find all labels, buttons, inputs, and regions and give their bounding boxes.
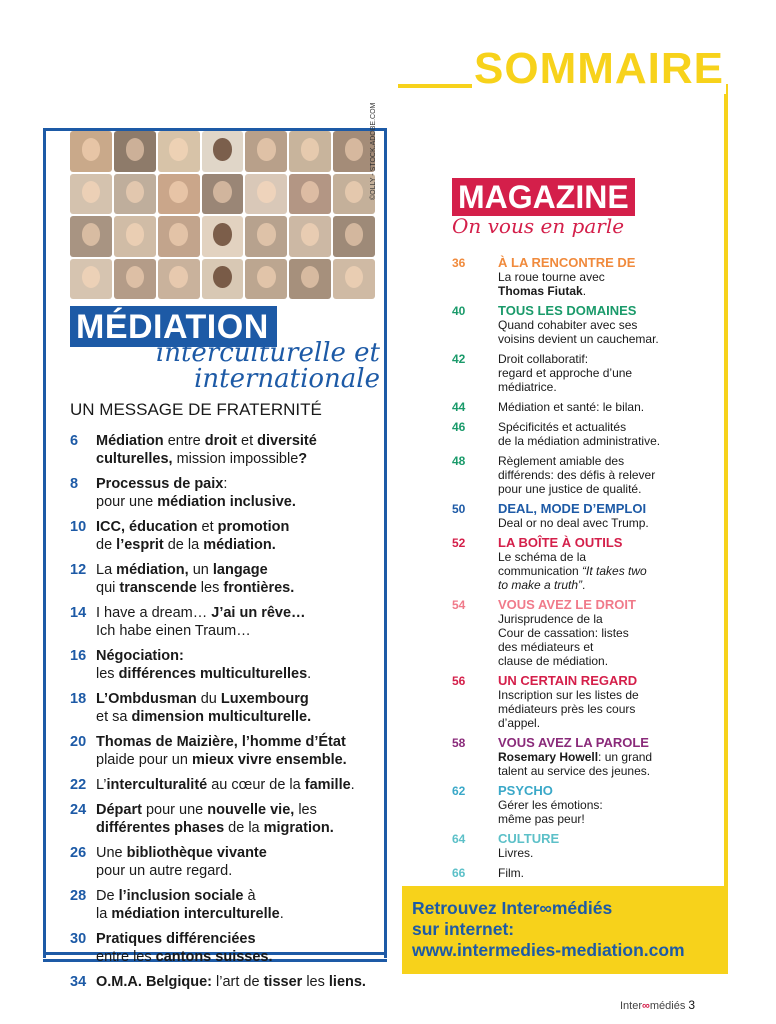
article-page-number: 58 [452, 736, 466, 750]
page-number: 3 [688, 998, 696, 1012]
brand-name: Inter [620, 1000, 643, 1012]
dossier-contents-list [70, 432, 380, 998]
article-page-number: 30 [70, 931, 87, 947]
article-description [498, 536, 702, 592]
article-description [498, 256, 702, 298]
photo-face [202, 131, 244, 172]
article-title: De l’inclusion sociale à la médiation interculturelle. [96, 888, 284, 922]
article-summary: Gérer les émotions: même pas peur! [498, 798, 603, 826]
magazine-subheading: On vous en parle [452, 214, 625, 238]
section-heading: UN CERTAIN REGARD [498, 673, 638, 688]
section-heading: VOUS AVEZ LA PAROLE [498, 735, 649, 750]
section-heading: PSYCHO [498, 783, 553, 798]
dossier-article-item[interactable] [70, 475, 380, 511]
photo-face [202, 216, 244, 257]
article-summary: Jurisprudence de la Cour de cassation: listes des médiateurs et clause de médiation. [498, 612, 629, 668]
article-description [498, 454, 702, 496]
photo-face [202, 174, 244, 215]
article-summary: Deal or no deal avec Trump. [498, 516, 649, 530]
article-page-number: 54 [452, 598, 466, 612]
website-promo-box [402, 886, 724, 974]
article-description [498, 674, 702, 730]
magazine-article-item[interactable] [452, 866, 702, 880]
article-page-number: 14 [70, 605, 87, 621]
dossier-article-item[interactable] [70, 561, 380, 597]
article-description [498, 420, 702, 448]
article-description [498, 866, 702, 880]
article-title: L’interculturalité au cœur de la famille. [96, 777, 355, 793]
dossier-subtitle: interculturelle et internationale [155, 338, 380, 394]
photo-face [114, 259, 156, 300]
photo-face [245, 131, 287, 172]
photo-face [158, 174, 200, 215]
article-page-number: 34 [70, 974, 87, 990]
section-heading: CULTURE [498, 831, 560, 846]
dossier-article-item[interactable] [70, 776, 380, 794]
photo-face [158, 131, 200, 172]
photo-face [289, 216, 331, 257]
photo-face [289, 131, 331, 172]
photo-face [333, 174, 375, 215]
article-summary: Quand cohabiter avec ses voisins devient un cauchemar. [498, 318, 659, 346]
magazine-article-item[interactable] [452, 256, 702, 298]
article-description [498, 832, 702, 860]
article-title: Négociation: les différences multiculturelles. [96, 648, 312, 682]
photo-credit: ©OLLY - STOCK.ADOBE.COM [370, 102, 377, 200]
dossier-article-item[interactable] [70, 432, 380, 468]
article-page-number: 24 [70, 802, 87, 818]
article-description [498, 352, 702, 394]
section-heading: VOUS AVEZ LE DROIT [498, 597, 636, 612]
article-page-number: 48 [452, 454, 466, 468]
section-heading: DEAL, MODE D’EMPLOI [498, 501, 647, 516]
photo-face [245, 259, 287, 300]
magazine-article-item[interactable] [452, 304, 702, 346]
article-page-number: 42 [452, 352, 466, 366]
magazine-article-item[interactable] [452, 674, 702, 730]
magazine-heading: MAGAZINE [452, 178, 635, 216]
article-page-number: 8 [70, 476, 79, 492]
page-title: SOMMAIRE [474, 44, 724, 93]
dossier-article-item[interactable] [70, 973, 380, 991]
article-page-number: 6 [70, 433, 79, 449]
dossier-article-item[interactable] [70, 604, 380, 640]
article-page-number: 10 [70, 519, 87, 535]
photo-face [333, 259, 375, 300]
faces-photo-collage [70, 131, 375, 299]
magazine-article-item[interactable] [452, 598, 702, 668]
photo-face [114, 174, 156, 215]
magazine-article-item[interactable] [452, 352, 702, 394]
article-title: La médiation, un langage qui transcende les frontières. [96, 562, 295, 596]
article-summary: Médiation et santé: le bilan. [498, 400, 645, 414]
article-title: O.M.A. Belgique: l’art de tisser les liens. [96, 974, 366, 990]
magazine-article-item[interactable] [452, 832, 702, 860]
photo-face [70, 259, 112, 300]
article-summary: Le schéma de la communication “It takes two to make a truth”. [498, 550, 647, 592]
dossier-article-item[interactable] [70, 690, 380, 726]
photo-face [245, 216, 287, 257]
article-page-number: 64 [452, 832, 466, 846]
article-page-number: 56 [452, 674, 466, 688]
article-page-number: 28 [70, 888, 87, 904]
photo-face [114, 216, 156, 257]
dossier-article-item[interactable] [70, 930, 380, 966]
article-page-number: 26 [70, 845, 87, 861]
article-description [498, 598, 702, 668]
article-page-number: 66 [452, 866, 466, 880]
magazine-article-item[interactable] [452, 502, 702, 530]
dossier-article-item[interactable] [70, 733, 380, 769]
magazine-contents-list [452, 256, 702, 886]
article-page-number: 18 [70, 691, 87, 707]
article-page-number: 62 [452, 784, 466, 798]
article-summary: La roue tourne avec Thomas Fiutak. [498, 270, 605, 298]
frame-right-border [724, 84, 728, 974]
magazine-article-item[interactable] [452, 536, 702, 592]
article-title: Une bibliothèque vivante pour un autre regard. [96, 845, 267, 879]
article-summary: Inscription sur les listes de médiateurs près les cours d’appel. [498, 688, 639, 730]
photo-face [70, 216, 112, 257]
article-page-number: 52 [452, 536, 466, 550]
section-heading: LA BOÎTE À OUTILS [498, 535, 623, 550]
article-title: Médiation entre droit et diversité culturelles, mission impossible? [96, 433, 317, 467]
section-heading: À LA RENCONTRE DE [498, 255, 636, 270]
article-summary: Rosemary Howell: un grand talent au service des jeunes. [498, 750, 653, 778]
dossier-tagline: UN MESSAGE DE FRATERNITÉ [70, 400, 322, 419]
dossier-article-item[interactable] [70, 844, 380, 880]
section-heading: TOUS LES DOMAINES [498, 303, 637, 318]
photo-face [114, 131, 156, 172]
photo-face [289, 259, 331, 300]
dossier-article-item[interactable] [70, 801, 380, 837]
article-page-number: 44 [452, 400, 466, 414]
photo-face [158, 259, 200, 300]
article-page-number: 22 [70, 777, 87, 793]
article-title: Processus de paix: pour une médiation inclusive. [96, 476, 296, 510]
article-page-number: 16 [70, 648, 87, 664]
page-footer [620, 998, 695, 1012]
article-title: Pratiques différenciées entre les cantons suisses. [96, 931, 273, 965]
article-summary: Droit collaboratif: regard et approche d’une médiatrice. [498, 352, 633, 394]
photo-face [202, 259, 244, 300]
article-title: ICC, éducation et promotion de l’esprit de la médiation. [96, 519, 290, 553]
article-page-number: 50 [452, 502, 466, 516]
article-page-number: 12 [70, 562, 87, 578]
article-page-number: 36 [452, 256, 466, 270]
article-title: L’Ombdusman du Luxembourg et sa dimension multiculturelle. [96, 691, 312, 725]
infinity-logo-icon: ∞ [642, 1000, 650, 1012]
website-promo-line: sur internet: [412, 919, 515, 939]
article-summary: Spécificités et actualités de la médiation administrative. [498, 420, 661, 448]
photo-face [333, 131, 375, 172]
photo-face [289, 174, 331, 215]
article-page-number: 46 [452, 420, 466, 434]
dossier-article-item[interactable] [70, 887, 380, 923]
magazine-article-item[interactable] [452, 420, 702, 448]
magazine-article-item[interactable] [452, 784, 702, 826]
website-url-link[interactable]: www.intermedies-mediation.com [412, 940, 685, 960]
article-summary: Film. [498, 866, 524, 880]
article-description [498, 502, 702, 530]
photo-face [70, 131, 112, 172]
brand-name: médiés [649, 1000, 686, 1012]
article-title: I have a dream… J’ai un rêve… Ich habe einen Traum… [96, 605, 306, 639]
photo-face [158, 216, 200, 257]
article-summary: Livres. [498, 846, 534, 860]
article-title: Départ pour une nouvelle vie, les différentes phases de la migration. [96, 802, 334, 836]
website-promo-line: Retrouvez Inter∞médiés [412, 898, 613, 918]
photo-face [245, 174, 287, 215]
dossier-article-item[interactable] [70, 647, 380, 683]
magazine-article-item[interactable] [452, 400, 702, 414]
article-description [498, 784, 702, 826]
article-description [498, 736, 702, 778]
magazine-article-item[interactable] [452, 736, 702, 778]
article-summary: Règlement amiable des différends: des défis à relever pour une justice de qualité. [498, 454, 656, 496]
article-title: Thomas de Maizière, l’homme d’État plaide pour un mieux vivre ensemble. [96, 734, 347, 768]
article-page-number: 40 [452, 304, 466, 318]
photo-face [70, 174, 112, 215]
magazine-article-item[interactable] [452, 454, 702, 496]
article-description [498, 400, 702, 414]
article-description [498, 304, 702, 346]
article-page-number: 20 [70, 734, 87, 750]
dossier-title: MÉDIATION [70, 306, 277, 347]
dossier-article-item[interactable] [70, 518, 380, 554]
photo-face [333, 216, 375, 257]
